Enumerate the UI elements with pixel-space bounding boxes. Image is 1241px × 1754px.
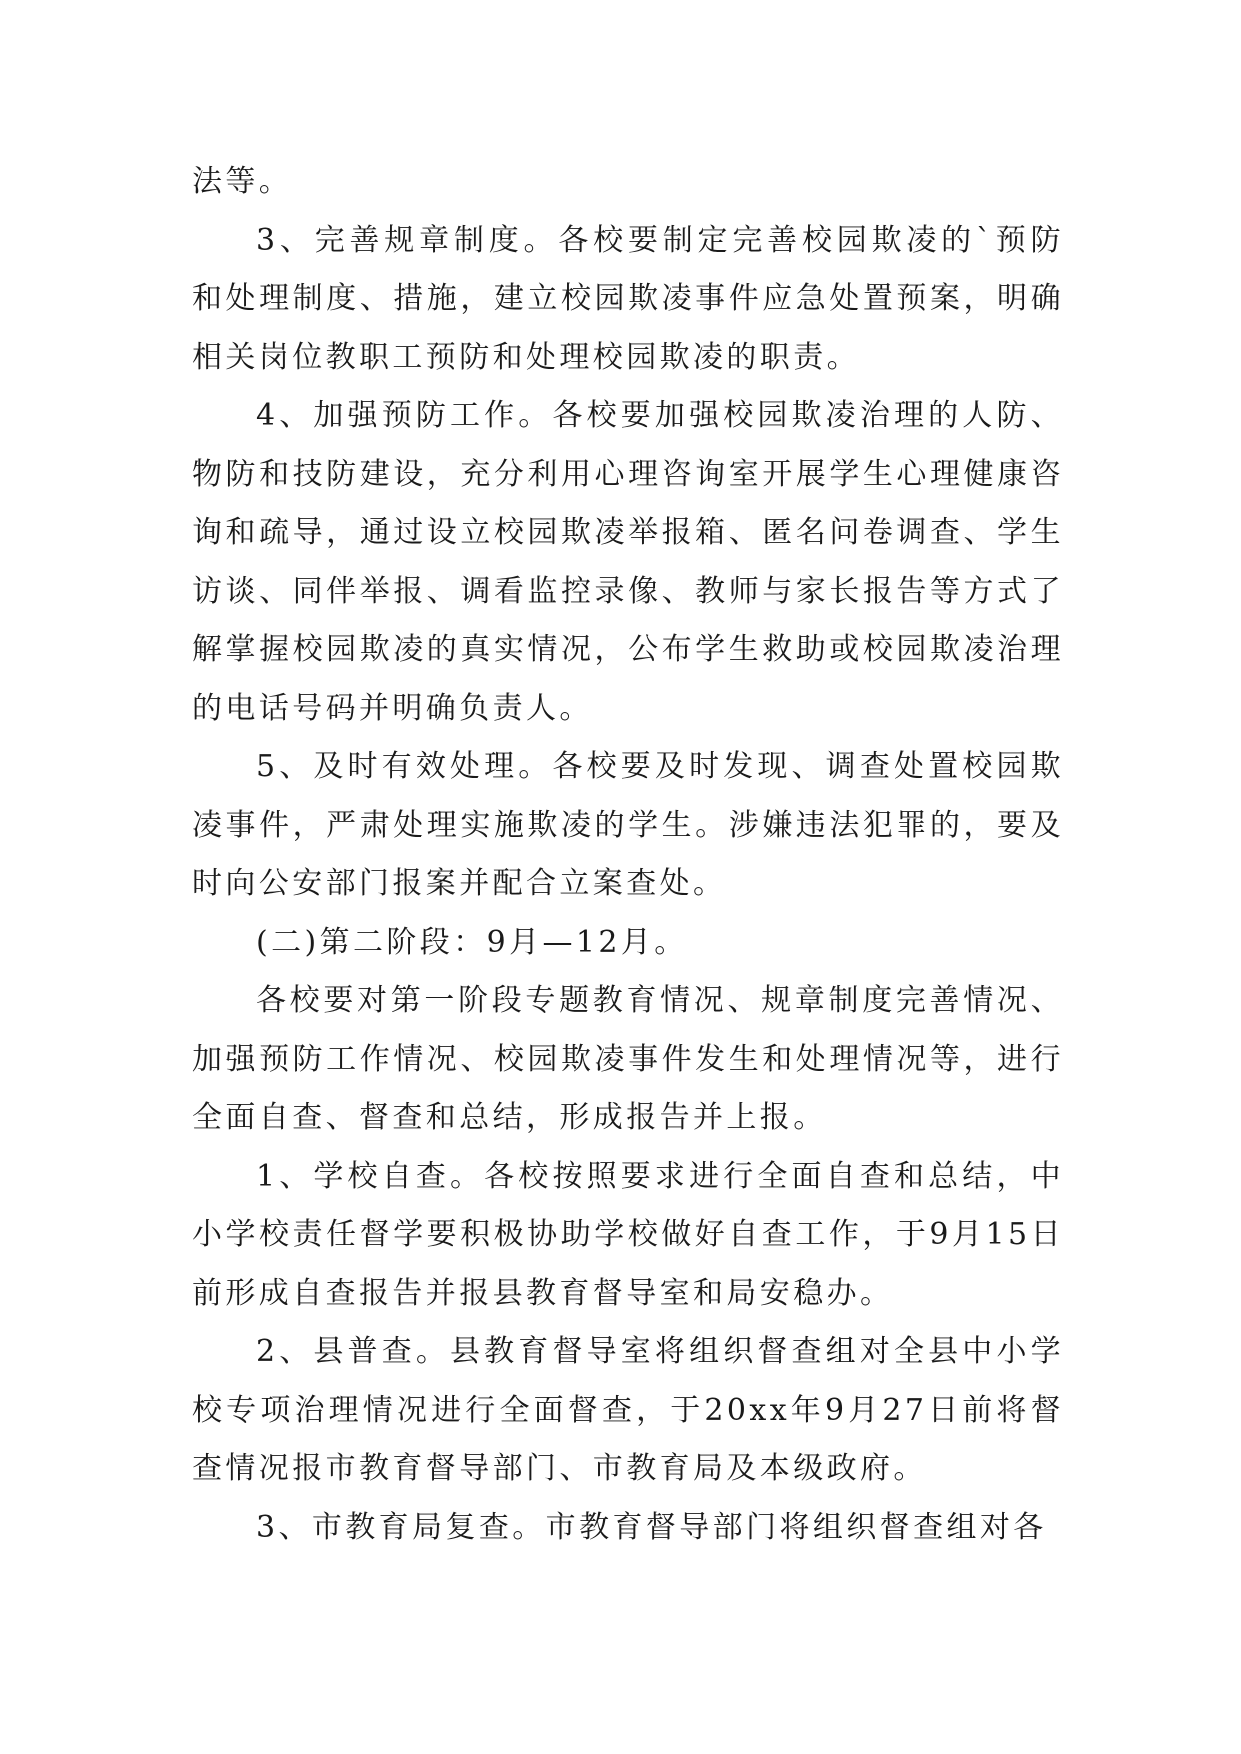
- paragraph-4: 5、及时有效处理。各校要及时发现、调查处置校园欺凌事件，严肃处理实施欺凌的学生。涉嫌违法犯罪的，要及时向公安部门报案并配合立案查处。: [192, 749, 1064, 901]
- paragraph-2: 3、完善规章制度。各校要制定完善校园欺凌的`预防和处理制度、措施，建立校园欺凌事件应急处置预案，明确相关岗位教职工预防和处理校园欺凌的职责。: [192, 222, 1064, 375]
- document-body: [192, 153, 1064, 1557]
- paragraph-3: 4、加强预防工作。各校要加强校园欺凌治理的人防、物防和技防建设，充分利用心理咨询室开展学生心理健康咨询和疏导，通过设立校园欺凌举报箱、匿名问卷调查、学生访谈、同伴举报、调看监控录像、教师与家长报告等方式了解掌握校园欺凌的真实情况，公布学生救助或校园欺凌治理的电话号码并明确负责人。: [192, 398, 1064, 726]
- paragraph-1: 法等。: [192, 164, 293, 199]
- paragraph-6: 各校要对第一阶段专题教育情况、规章制度完善情况、加强预防工作情况、校园欺凌事件发生和处理情况等，进行全面自查、督查和总结，形成报告并上报。: [192, 983, 1064, 1135]
- paragraph-8: 2、县普查。县教育督导室将组织督查组对全县中小学校专项治理情况进行全面督查，于20xx年9月27日前将督查情况报市教育督导部门、市教育局及本级政府。: [192, 1334, 1064, 1486]
- paragraph-9: 3、市教育局复查。市教育督导部门将组织督查组对各: [256, 1509, 1047, 1545]
- paragraph-5-heading: (二)第二阶段：9月—12月。: [256, 924, 688, 960]
- paragraph-7: 1、学校自查。各校按照要求进行全面自查和总结，中小学校责任督学要积极协助学校做好自查工作，于9月15日前形成自查报告并报县教育督导室和局安稳办。: [192, 1158, 1064, 1311]
